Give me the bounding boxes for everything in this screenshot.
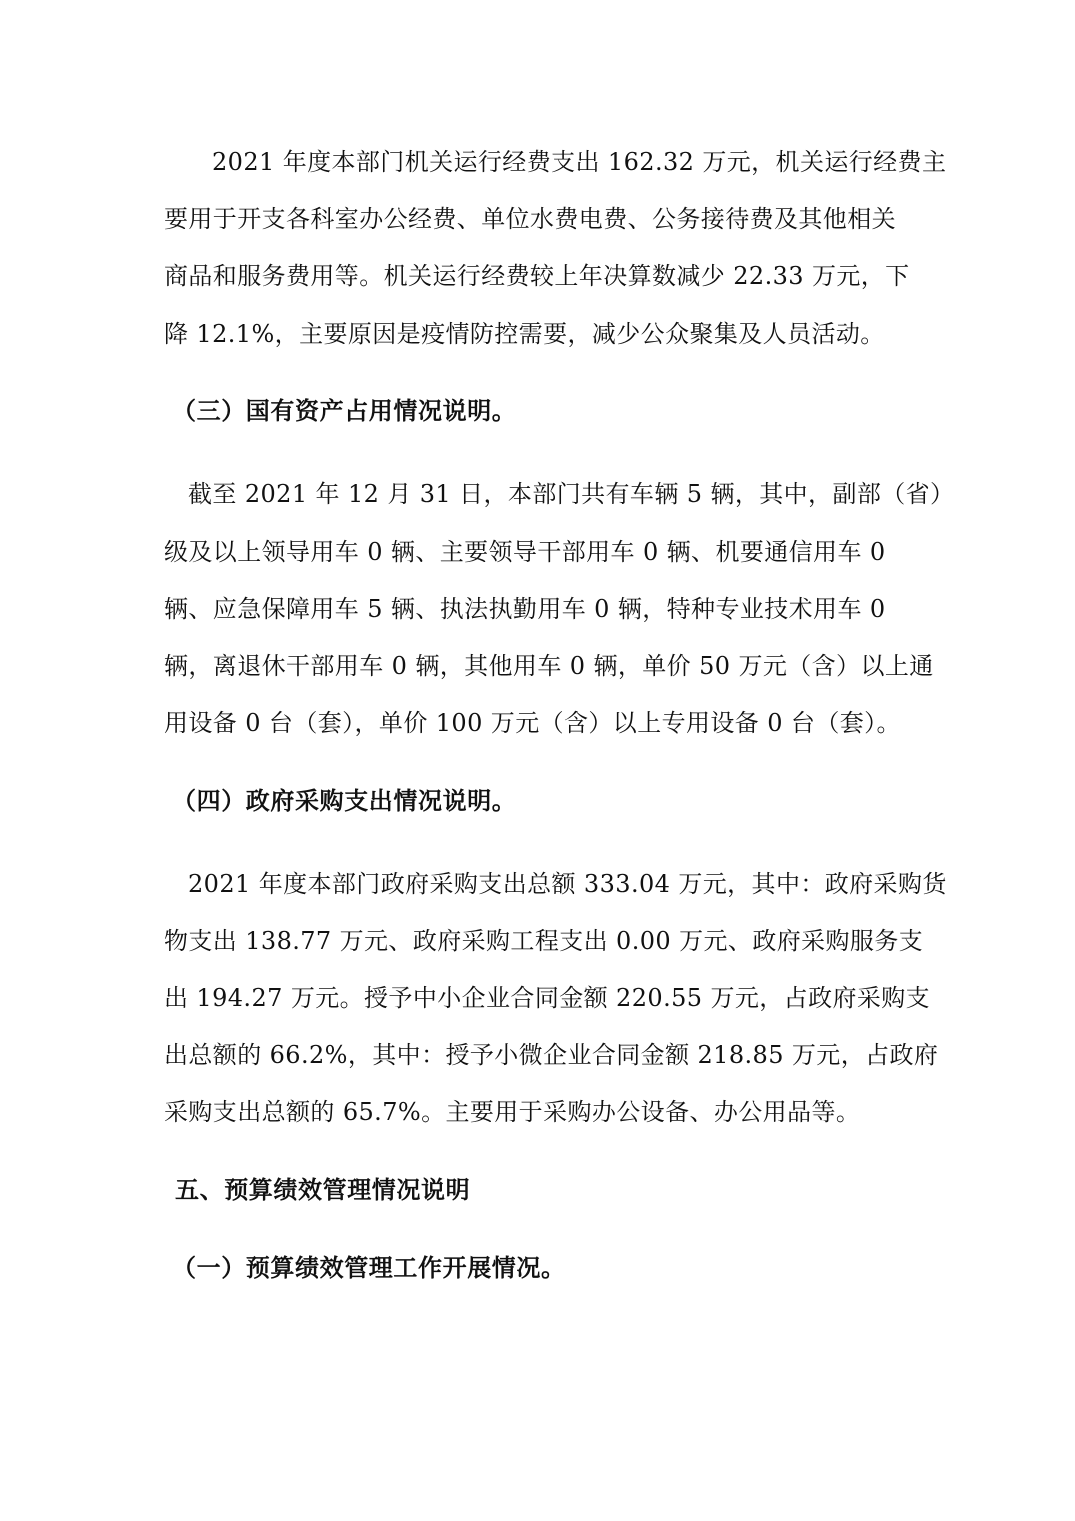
section-heading-assets: （三）国有资产占用情况说明。 (172, 397, 517, 425)
text-line: 2021 年度本部门机关运行经费支出 162.32 万元，机关运行经费主 (212, 148, 947, 176)
section-heading-5: 五、预算绩效管理情况说明 (175, 1176, 471, 1204)
text-line: 物支出 138.77 万元、政府采购工程支出 0.00 万元、政府采购服务支 (164, 927, 924, 955)
text-line: 出总额的 66.2%，其中：授予小微企业合同金额 218.85 万元，占政府 (164, 1041, 939, 1069)
text-line: 截至 2021 年 12 月 31 日，本部门共有车辆 5 辆，其中，副部（省） (188, 480, 955, 508)
text-line: 级及以上领导用车 0 辆、主要领导干部用车 0 辆、机要通信用车 0 (164, 538, 886, 566)
text-line: 商品和服务费用等。机关运行经费较上年决算数减少 22.33 万元，下 (164, 262, 910, 290)
text-line: 采购支出总额的 65.7%。主要用于采购办公设备、办公用品等。 (164, 1098, 861, 1126)
text-line: 用设备 0 台（套），单价 100 万元（含）以上专用设备 0 台（套）。 (164, 709, 901, 737)
text-line: 降 12.1%，主要原因是疫情防控需要，减少公众聚集及人员活动。 (164, 320, 885, 348)
text-line: 2021 年度本部门政府采购支出总额 333.04 万元，其中：政府采购货 (188, 870, 947, 898)
text-line: 辆，离退休干部用车 0 辆，其他用车 0 辆，单价 50 万元（含）以上通 (164, 652, 934, 680)
text-line: 要用于开支各科室办公经费、单位水费电费、公务接待费及其他相关 (164, 205, 896, 233)
section-heading-performance: （一）预算绩效管理工作开展情况。 (172, 1254, 566, 1282)
text-line: 出 194.27 万元。授予中小企业合同金额 220.55 万元，占政府采购支 (164, 984, 931, 1012)
text-line: 辆、应急保障用车 5 辆、执法执勤用车 0 辆，特种专业技术用车 0 (164, 595, 886, 623)
section-heading-procurement: （四）政府采购支出情况说明。 (172, 787, 517, 815)
